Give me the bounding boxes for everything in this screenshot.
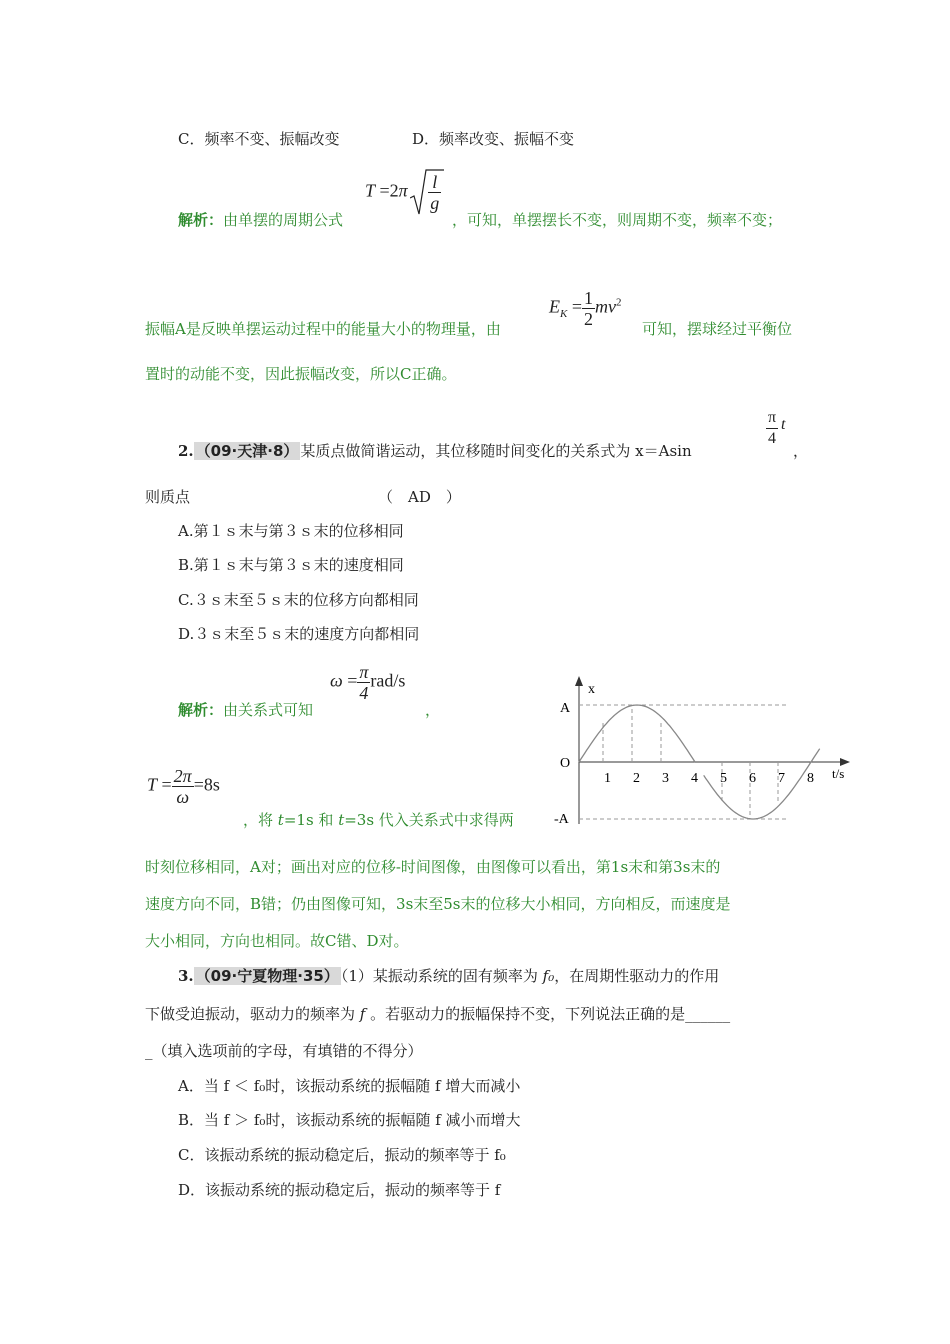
phase-fraction	[766, 408, 778, 449]
origin-label: O	[560, 756, 571, 771]
energy-eq: =	[571, 296, 582, 317]
q1-analysis-line1-end: ，可知，单摆摆长不变，则周期不变，频率不变；	[452, 211, 783, 229]
frac-num: 2π	[173, 766, 192, 786]
q2-stem	[178, 440, 692, 461]
var-f0: f₀	[542, 967, 555, 985]
x-tick-label: 4	[691, 771, 698, 786]
q3-text: （1）某振动系统的固有频率为	[340, 967, 538, 985]
analysis-text: =1s 和	[283, 811, 334, 829]
phase-var: t	[781, 416, 786, 433]
var-t: t	[277, 811, 284, 829]
q1-analysis-line2-end: 可知，摆球经过平衡位	[642, 320, 793, 338]
frac-den: 2	[584, 309, 593, 329]
sqrt-symbol	[412, 172, 441, 213]
question-number: 3.	[178, 967, 194, 985]
x-axis-label: t/s	[832, 766, 845, 781]
q2-stem-text: 某质点做简谐运动，其位移随时间变化的关系式为 x＝Asin	[300, 442, 692, 460]
x-axis-arrow	[840, 758, 850, 766]
x-tick-label: 1	[604, 771, 611, 786]
frac-den: 4	[359, 683, 369, 703]
frac-num: π	[766, 408, 778, 429]
formula-lhs: T	[365, 180, 376, 201]
q2-option-b: B.第１ｓ末与第３ｓ末的速度相同	[178, 556, 404, 574]
period-formula-2	[147, 766, 220, 807]
frac-num: 1	[584, 288, 593, 308]
radical-sign	[410, 168, 444, 220]
q2-option-d: D.３ｓ末至５ｓ末的速度方向都相同	[178, 625, 420, 643]
displacement-time-graph	[550, 672, 860, 837]
energy-lhs: E	[549, 296, 560, 317]
analysis-text: 由关系式可知	[223, 701, 314, 719]
var-t: t	[338, 811, 345, 829]
frac-den: g	[430, 193, 440, 213]
energy-rhs: mv	[595, 296, 616, 317]
q2-option-a: A.第１ｓ末与第３ｓ末的位移相同	[178, 522, 404, 540]
y-axis-label: x	[588, 682, 595, 697]
energy-formula	[549, 288, 622, 329]
omega-eq: =	[347, 670, 358, 691]
neg-amp-label: -A	[554, 812, 569, 827]
omega-formula	[330, 662, 405, 703]
q2-analysis-line3: 时刻位移相同，A对；画出对应的位移-时间图像，由图像可以看出，第1s末和第3s末的	[145, 858, 721, 876]
q3-text: ，在周期性驱动力的作用	[554, 967, 720, 985]
analysis-label: 解析：	[178, 701, 224, 719]
q2-stem-fraction	[766, 408, 778, 449]
x-tick-label: 7	[778, 771, 785, 786]
frac-den: 4	[768, 430, 777, 447]
omega-unit: rad/s	[370, 670, 406, 691]
q2-stem-line2: 则质点	[145, 488, 191, 506]
x-tick-label: 8	[807, 771, 814, 786]
period-formula	[365, 172, 441, 213]
analysis-label: 解析：	[178, 211, 224, 229]
analysis-text: ，将	[243, 811, 274, 829]
q2-answer: （ AD ）	[378, 488, 461, 506]
analysis-text: 由单摆的周期公式	[223, 211, 344, 229]
q1-analysis-line1	[178, 209, 343, 230]
omega-fraction	[357, 662, 370, 703]
q3-option-d: D．该振动系统的振动稳定后，振动的频率等于 f	[178, 1181, 501, 1199]
period-lhs: T	[147, 774, 158, 795]
x-tick-label: 3	[662, 771, 669, 786]
q2-analysis-line5: 大小相同，方向也相同。故C错、D对。	[145, 932, 409, 950]
var-f: f	[359, 1005, 366, 1023]
q2-analysis-comma: ，	[425, 701, 441, 719]
source-tag: （09·天津·8）	[195, 442, 299, 460]
amp-label: A	[560, 701, 571, 716]
period-rhs: =8s	[193, 774, 220, 795]
period-fraction	[172, 766, 194, 807]
q3-option-a: A．当 f ＜ f₀时，该振动系统的振幅随 f 增大而减小	[178, 1077, 521, 1095]
energy-fraction	[582, 288, 595, 329]
y-axis-arrow	[575, 676, 583, 686]
energy-sup: 2	[616, 296, 622, 309]
source-tag: （09·宁夏物理·35）	[195, 967, 339, 985]
q2-option-c: C.３ｓ末至５ｓ末的位移方向都相同	[178, 591, 419, 609]
q2-analysis-line1	[178, 699, 313, 720]
analysis-text: =3s 代入关系式中求得两	[344, 811, 514, 829]
q3-text: 。若驱动力的振幅保持不变，下列说法正确的是______	[370, 1005, 731, 1023]
option-c: C．频率不变、振幅改变	[178, 130, 340, 148]
formula-pi: π	[398, 180, 408, 201]
sine-curve-positive	[579, 705, 695, 762]
q3-option-b: B．当 f ＞ f₀时，该振动系统的振幅随 f 减小而增大	[178, 1111, 521, 1129]
q3-text: 下做受迫振动，驱动力的频率为	[145, 1005, 356, 1023]
q2-stem-end: ，	[793, 442, 809, 460]
frac-den: ω	[176, 787, 190, 807]
q3-stem-line2	[145, 1003, 730, 1024]
q1-analysis-line2: 振幅A是反映单摆运动过程中的能量大小的物理量，由	[145, 320, 501, 338]
q3-stem-line3: _（填入选项前的字母，有填错的不得分）	[145, 1042, 423, 1060]
option-d: D．频率改变、振幅不变	[412, 130, 575, 148]
x-tick-label: 2	[633, 771, 640, 786]
question-number: 2.	[178, 442, 194, 460]
frac-num: π	[359, 662, 369, 682]
omega-lhs: ω	[330, 670, 343, 691]
frac-num: l	[428, 172, 441, 193]
energy-sub: K	[560, 308, 568, 321]
x-tick-label: 6	[749, 771, 756, 786]
period-eq: =	[161, 774, 172, 795]
formula-eq: =2	[379, 180, 399, 201]
q3-stem-line1	[178, 965, 719, 986]
q1-analysis-line3: 置时的动能不变，因此振幅改变，所以C正确。	[145, 365, 457, 383]
q2-analysis-line2	[243, 809, 514, 830]
x-tick-label: 5	[720, 771, 727, 786]
q3-option-c: C．该振动系统的振动稳定后，振动的频率等于 f₀	[178, 1146, 506, 1164]
q2-analysis-line4: 速度方向不同，B错；仍由图像可知，3s末至5s末的位移大小相同，方向相反，而速度是	[145, 895, 731, 913]
